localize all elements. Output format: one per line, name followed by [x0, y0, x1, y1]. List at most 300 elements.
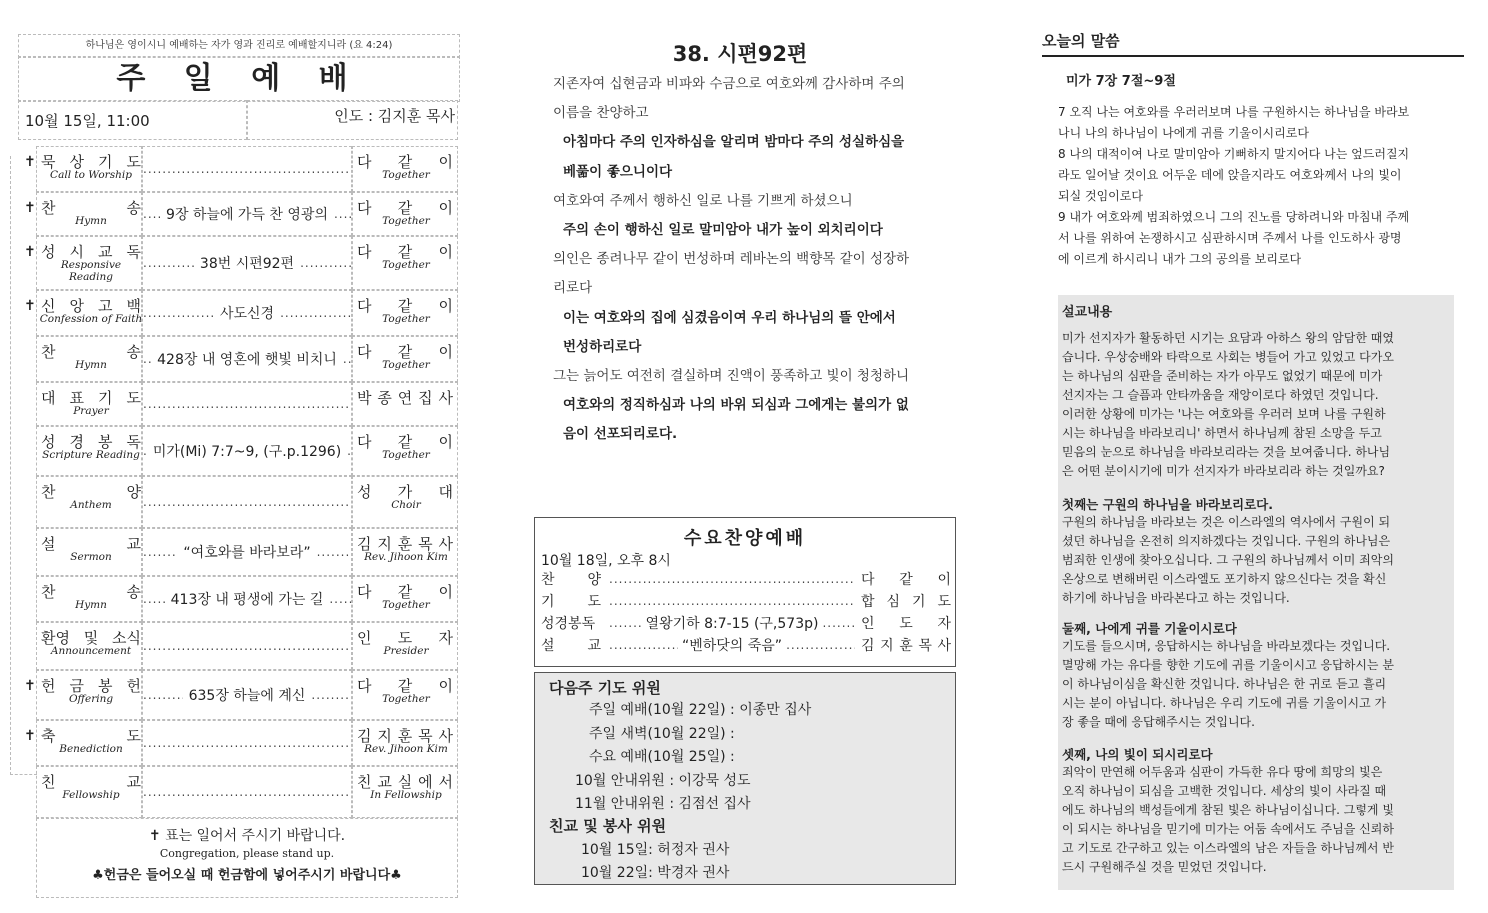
- sermon-line: 믿음의 눈으로 하나님을 바라보리라는 것을 보여줍니다. 하나님: [1062, 445, 1391, 459]
- item-name-char: 헌: [126, 677, 141, 695]
- leader-dots: [822, 616, 855, 630]
- wednesday-item-name: [541, 569, 609, 589]
- item-detail: [143, 193, 351, 235]
- wednesday-item-char: 교: [587, 638, 601, 654]
- item-leader-char: 에: [418, 773, 433, 791]
- order-row: [36, 766, 458, 818]
- fellowship-committee-item: 10월 15일: 허정자 권사: [581, 842, 730, 858]
- wednesday-item-leader-char: 이: [937, 572, 951, 588]
- item-name-char: 친: [41, 773, 56, 791]
- item-detail-text: 635장 하늘에 계신: [188, 688, 306, 704]
- sermon-line: 범죄한 인생에 찾아오십니다. 그 구원의 하나님께서 이미 죄악의: [1062, 553, 1394, 567]
- item-name-char: 성: [41, 433, 56, 451]
- wednesday-item-name: [541, 591, 609, 611]
- item-name-char: 양: [126, 483, 141, 501]
- item-detail-text: 미가(Mi) 7:7~9, (구.p.1296): [152, 444, 342, 460]
- item-leader-english: In Fellowship: [370, 789, 442, 801]
- item-detail: [143, 671, 351, 719]
- order-row: [24, 192, 458, 236]
- leader-dots: [143, 495, 351, 509]
- sermon-line: 습니다. 우상숭배와 타락으로 사회는 병들어 가고 있었고 다가오: [1062, 350, 1394, 364]
- item-leader-char: 가: [397, 483, 413, 501]
- item-detail-cell: [142, 336, 352, 382]
- leader-line: 여호와여 주께서 행하신 일로 나를 기쁘게 하셨으니: [553, 192, 853, 209]
- item-detail-text: 413장 내 평생에 가는 길: [170, 592, 324, 608]
- order-row: [24, 290, 458, 336]
- stand-cross-icon: ✝: [24, 678, 36, 694]
- wednesday-item-leader-char: 다: [861, 572, 875, 588]
- item-leader-char: 다: [357, 153, 372, 171]
- order-row: [24, 670, 458, 720]
- item-leader-char: 실: [397, 773, 413, 791]
- leader-dots: [280, 306, 351, 320]
- stand-cross-icon: ✝: [24, 200, 36, 216]
- order-row: [36, 476, 458, 528]
- item-name-char: 교: [126, 773, 141, 791]
- item-name-char: 봉: [98, 433, 113, 451]
- item-detail-cell: [142, 192, 352, 236]
- item-detail-cell: [142, 426, 352, 476]
- item-name-cell: [36, 426, 142, 476]
- item-leader-char: 지: [377, 727, 392, 745]
- wednesday-item-leader-char: 기: [911, 594, 926, 610]
- item-name-char: 기: [98, 389, 113, 407]
- leader-dots: [143, 256, 194, 270]
- leader-dots: [609, 638, 678, 652]
- sermon-line: 미가 선지자가 활동하던 시기는 요담과 아하스 왕의 암담한 때였: [1062, 331, 1394, 345]
- item-leader-char: 다: [357, 199, 372, 217]
- wednesday-row: [541, 568, 951, 590]
- wednesday-item-char: 설: [541, 638, 555, 654]
- item-leader-english: Choir: [391, 499, 421, 511]
- item-detail: [143, 623, 351, 669]
- item-leader: [357, 387, 453, 408]
- wednesday-item-leader-char: 도: [899, 616, 913, 632]
- congregation-line: 여호와의 정직하심과 나의 바위 되심과 그에게는 불의가 없: [563, 397, 909, 414]
- leader-dots: [329, 592, 351, 606]
- order-row: [24, 720, 458, 766]
- item-leader-cell: [352, 622, 458, 670]
- item-name-english: Anthem: [70, 499, 112, 511]
- leader-dots: [143, 306, 214, 320]
- item-leader-english: Presider: [383, 645, 429, 657]
- scripture-line: 서 나를 위하여 논쟁하시고 심판하시며 주께서 나를 인도하사 광명: [1058, 231, 1402, 245]
- item-name-char: 성: [41, 243, 56, 261]
- item-name-char: 도: [126, 727, 141, 745]
- item-name-char: 환영: [41, 629, 70, 647]
- leader-dots: [317, 545, 351, 559]
- item-leader-char: 집: [418, 389, 433, 407]
- sermon-line: 이 하나님이심을 확신한 것입니다. 하나님은 한 귀로 듣고 흘리: [1062, 677, 1387, 691]
- item-name-char: 경: [69, 433, 84, 451]
- heading-rule: [1042, 55, 1464, 57]
- item-leader-char: 친: [357, 773, 372, 791]
- item-leader-char: 다: [357, 297, 372, 315]
- stand-cross-icon: ✝: [24, 728, 36, 744]
- sermon-line: 장 좋을 때에 응답해주시는 것입니다.: [1062, 715, 1255, 729]
- item-leader-char: 같: [397, 199, 413, 217]
- wednesday-item-leader-char: 김: [861, 638, 875, 654]
- sermon-line: 오직 하나님이 되심을 고백한 것입니다. 세상의 빛이 사라질 때: [1062, 784, 1387, 798]
- item-name-char: 독: [126, 433, 141, 451]
- item-name-char: 찬: [41, 199, 56, 217]
- wednesday-row: [541, 590, 951, 612]
- item-leader-char: 연: [397, 389, 413, 407]
- item-name-char: 봉: [98, 677, 113, 695]
- item-detail: [143, 577, 351, 621]
- leader-dots: [609, 616, 642, 630]
- item-name-char: 축: [41, 727, 56, 745]
- item-detail-cell: [142, 720, 352, 766]
- sermon-point-1-text: [1062, 513, 1450, 608]
- wednesday-item-leader-char: 목: [918, 638, 932, 654]
- item-detail: [143, 767, 351, 817]
- scripture-reference: 미가 7장 7절~9절: [1066, 74, 1176, 89]
- item-detail: [143, 237, 351, 289]
- order-row: [36, 528, 458, 576]
- item-name-english: Call to Worship: [50, 169, 132, 181]
- item-name-char: 교: [126, 535, 141, 553]
- sermon-point-1: 첫째는 구원의 하나님을 바라보리로다.: [1062, 497, 1274, 512]
- wednesday-service-box: [534, 517, 956, 667]
- item-detail: [143, 477, 351, 527]
- item-name-english: Confession of Faith: [39, 313, 143, 325]
- leader-dots: [143, 162, 351, 176]
- item-name-char: 고: [98, 297, 113, 315]
- scripture-line: 8 나의 대적이여 나로 말미암아 기뻐하지 말지어다 나는 엎드러질지: [1058, 147, 1410, 161]
- sermon-line: 이 되시는 하나님을 믿기에 미가는 어둠 속에서도 주님을 신뢰하: [1062, 822, 1394, 836]
- item-name-char: 묵: [41, 153, 56, 171]
- item-leader-char: 같: [397, 583, 413, 601]
- item-detail: [143, 291, 351, 335]
- leader-dots: [143, 545, 177, 559]
- prayer-committee-item: 10월 안내위원 : 이강묵 성도: [575, 772, 751, 789]
- item-leader-char: 다: [357, 243, 372, 261]
- wednesday-service-title: 수요찬양예배: [683, 528, 807, 549]
- item-detail: [143, 427, 351, 475]
- sermon-line: 셨던 하나님을 온전히 의지하겠다는 것입니다. 구원의 하나님은: [1062, 534, 1391, 548]
- wednesday-item-detail: [609, 635, 855, 655]
- stand-cross-icon: ✝: [24, 298, 36, 314]
- item-leader-char: 김: [357, 535, 372, 553]
- item-leader-char: 종: [377, 389, 392, 407]
- item-leader-char: 이: [438, 677, 453, 695]
- item-leader-char: 목: [418, 535, 433, 553]
- scripture-line: 라도 일어날 것이요 어두운 데에 앉을지라도 여호와께서 나의 빛이: [1058, 168, 1402, 182]
- wednesday-item-detail-text: “벤하닷의 죽음”: [681, 638, 783, 654]
- item-name-english: Fellowship: [62, 789, 120, 801]
- item-name-cell: [36, 290, 142, 336]
- item-leader-char: 목: [418, 727, 433, 745]
- item-name-cell: [36, 670, 142, 720]
- item-leader-char: 이: [438, 243, 453, 261]
- item-detail: [143, 337, 351, 381]
- item-detail-cell: [142, 476, 352, 528]
- item-detail-cell: [142, 528, 352, 576]
- prayer-committee-item: 11월 안내위원 : 김점선 집사: [575, 796, 751, 812]
- item-leader-char: 이: [438, 433, 453, 451]
- item-detail-cell: [142, 576, 352, 622]
- leader-dots: [143, 785, 351, 799]
- wednesday-item-detail: [609, 613, 855, 633]
- sermon-box: [1058, 295, 1454, 890]
- order-row: [36, 336, 458, 382]
- item-name-cell: [36, 336, 142, 382]
- leader-dots: [143, 592, 165, 606]
- prayer-committee-item: 주일 예배(10월 22일) : 이종만 집사: [589, 702, 812, 718]
- item-leader-char: 사: [438, 389, 453, 407]
- item-leader-english: Together: [382, 313, 430, 325]
- item-detail-text: 사도신경: [219, 306, 275, 322]
- leader-dots: [143, 639, 351, 653]
- leader-dots: [300, 256, 351, 270]
- item-leader-char: 인: [357, 629, 372, 647]
- item-leader-char: 지: [377, 535, 392, 553]
- item-name-english: Scripture Reading: [42, 449, 140, 461]
- wednesday-item-leader-char: 합: [861, 594, 875, 610]
- item-leader-cell: [352, 766, 458, 818]
- service-leader: 인도 : 김지훈 목사: [247, 100, 458, 140]
- stand-cross-icon: ✝: [24, 244, 36, 260]
- sermon-point-2: 둘째, 나에게 귀를 기울이시로다: [1062, 621, 1237, 636]
- sermon-line: 선지자는 그 슬픔과 안타까움을 재앙이로다 하였던 것입니다.: [1062, 388, 1379, 402]
- scripture-line: 9 내가 여호와께 범죄하였으니 그의 진노를 당하려니와 마침내 주께: [1058, 210, 1410, 224]
- item-leader-cell: [352, 670, 458, 720]
- wednesday-item-leader-char: 인: [861, 616, 875, 632]
- wednesday-item-char: 찬: [541, 572, 555, 588]
- item-detail-cell: [142, 670, 352, 720]
- item-detail: [143, 529, 351, 575]
- item-leader-char: 성: [357, 483, 372, 501]
- wednesday-item-leader-char: 심: [886, 594, 901, 610]
- prayer-committee-box: [534, 672, 956, 885]
- leader-dots: [609, 594, 855, 608]
- scripture-line: 나니 나의 하나님이 나에게 귀를 기울이시리로다: [1058, 126, 1309, 140]
- item-leader-cell: [352, 290, 458, 336]
- item-leader-char: 대: [438, 483, 453, 501]
- service-date: 10월 15일, 11:00: [18, 100, 247, 140]
- item-leader-char: 이: [438, 297, 453, 315]
- wednesday-item-detail-text: 열왕기하 8:7-15 (구,573p): [645, 616, 819, 632]
- offering-note: ♣헌금은 들어오실 때 헌금함에 넣어주시기 바랍니다♣: [92, 868, 402, 883]
- item-leader-char: 같: [397, 433, 413, 451]
- sermon-line: 기도를 들으시며, 응답하시는 하나님을 바라보겠다는 것입니다.: [1062, 639, 1391, 653]
- order-row: [36, 426, 458, 476]
- item-name-char: 찬: [41, 583, 56, 601]
- leader-dots: [143, 736, 351, 750]
- sermon-line: 하기에 하나님을 바라본다고 하는 것입니다.: [1062, 591, 1290, 605]
- item-leader-english: Together: [382, 169, 430, 181]
- item-leader-cell: [352, 192, 458, 236]
- scripture-line: 7 오직 나는 여호와를 우러러보며 나를 구원하시는 하나님을 바라보: [1058, 105, 1410, 119]
- sermon-line: 은 어떤 분이시기에 미가 선지자가 바라보리라 하는 것일까요?: [1062, 464, 1385, 478]
- item-leader-char: 이: [438, 583, 453, 601]
- prayer-committee-title: 다음주 기도 위원: [549, 679, 661, 697]
- item-leader-cell: [352, 476, 458, 528]
- stand-note: ✝ 표는 일어서 주시기 바랍니다.: [148, 828, 346, 844]
- item-leader-char: 이: [438, 153, 453, 171]
- item-name-char: 기: [98, 153, 113, 171]
- item-name-char: 신: [41, 297, 56, 315]
- item-detail-text: 428장 내 영혼에 햇빛 비치니: [157, 352, 337, 368]
- leader-dots: [343, 352, 351, 366]
- item-detail-cell: [142, 382, 352, 426]
- item-leader-char: 같: [397, 297, 413, 315]
- leader-line: 의인은 종려나무 같이 번성하며 레바논의 백향목 같이 성장하: [553, 251, 910, 268]
- item-name-char: 도: [126, 153, 141, 171]
- item-leader-char: 박: [357, 389, 372, 407]
- wednesday-item-leader: [855, 613, 951, 633]
- item-leader-char: 이: [438, 343, 453, 361]
- item-leader-char: 훈: [397, 727, 413, 745]
- sermon-line: 온상으로 변해버린 이스라엘도 포기하지 않으신다는 것을 확신: [1062, 572, 1387, 586]
- item-leader-english: Together: [382, 599, 430, 611]
- wednesday-item-char: 양: [587, 572, 601, 588]
- item-leader-english: Together: [382, 693, 430, 705]
- item-detail-cell: [142, 236, 352, 290]
- leader-dots: [786, 638, 855, 652]
- prayer-committee-item: 수요 예배(10월 25일) :: [589, 749, 735, 765]
- bulletin-footer: [36, 818, 458, 898]
- sermon-line: 멸망해 가는 유다를 향한 기도에 귀를 기울이시고 응답하시는 분: [1062, 658, 1394, 672]
- item-leader-cell: [352, 426, 458, 476]
- item-leader-char: 자: [438, 629, 453, 647]
- item-leader-cell: [352, 528, 458, 576]
- congregation-line: 아침마다 주의 인자하심을 알리며 밤마다 주의 성실하심을: [563, 134, 905, 151]
- page-title: 주 일 예 배: [18, 56, 460, 102]
- fellowship-committee-item: 10월 22일: 박경자 권사: [581, 865, 730, 881]
- wednesday-item-leader: [855, 569, 951, 589]
- wednesday-item-leader: [855, 635, 951, 655]
- item-name-cell: [36, 622, 142, 670]
- item-name-char: 송: [126, 583, 141, 601]
- item-name-english: Prayer: [73, 405, 109, 417]
- wednesday-item-char: 도: [587, 594, 601, 610]
- wednesday-item-leader: [855, 591, 951, 611]
- item-name-char: 찬: [41, 343, 56, 361]
- item-leader-char: 다: [357, 583, 372, 601]
- wednesday-item-detail: [609, 572, 855, 586]
- item-leader-char: 다: [357, 343, 372, 361]
- wednesday-item-leader-char: 자: [937, 616, 951, 632]
- item-name-cell: [36, 576, 142, 622]
- scripture-text: [1058, 102, 1458, 270]
- item-name-english: Sermon: [70, 551, 112, 563]
- leader-dots: [143, 397, 351, 411]
- item-name-char: 찬: [41, 483, 56, 501]
- item-detail-text: “여호와를 바라보라”: [183, 545, 311, 561]
- item-name-english: Offering: [68, 693, 114, 705]
- prayer-committee-item: 주일 새벽(10월 22일) :: [589, 725, 735, 742]
- wednesday-service-date: 10월 18일, 오후 8시: [541, 553, 671, 569]
- sermon-line: 시는 분이 아닙니다. 하나님은 우리 기도에 귀를 기울이시고 가: [1062, 696, 1387, 710]
- item-leader-char: 김: [357, 727, 372, 745]
- leader-dots: [311, 688, 351, 702]
- item-name-char: 대: [41, 389, 56, 407]
- sermon-line: 는 하나님의 심판을 준비하는 자가 아무도 없었기 때문에 미가: [1062, 369, 1383, 383]
- item-name-char: 설: [41, 535, 56, 553]
- item-leader-char: 서: [438, 773, 453, 791]
- wednesday-row: [541, 612, 951, 634]
- item-detail-cell: [142, 146, 352, 192]
- item-name-char: 송: [126, 199, 141, 217]
- item-leader-cell: [352, 382, 458, 426]
- item-name-english: Hymn: [75, 359, 107, 371]
- item-name-char: 도: [126, 389, 141, 407]
- item-name-char: 앙: [69, 297, 84, 315]
- item-detail-text: 9장 하늘에 가득 찬 영광의: [166, 207, 328, 223]
- item-name-char: 백: [126, 297, 141, 315]
- item-leader-char: 사: [438, 535, 453, 553]
- wednesday-item-leader-char: 도: [937, 594, 951, 610]
- wednesday-item-leader-char: 같: [899, 572, 913, 588]
- wednesday-item-char: 성경봉독: [541, 616, 596, 632]
- wednesday-item-leader-char: 사: [937, 638, 951, 654]
- congregation-line: 음이 선포되리로다.: [563, 426, 678, 443]
- item-name-cell: [36, 382, 142, 426]
- item-leader-char: 도: [397, 629, 413, 647]
- item-leader-english: Together: [382, 359, 430, 371]
- wednesday-item-name: [541, 635, 609, 655]
- item-leader-cell: [352, 576, 458, 622]
- item-name-char: 독: [126, 243, 141, 261]
- item-name-char: 시: [69, 243, 84, 261]
- item-name-cell: [36, 236, 142, 290]
- item-leader-char: 사: [438, 727, 453, 745]
- congregation-line: 번성하리로다: [563, 338, 642, 355]
- item-detail: [143, 147, 351, 191]
- responsive-reading-title: 38. 시편92편: [672, 42, 808, 66]
- item-leader-english: Rev. Jihoon Kim: [364, 551, 448, 563]
- wednesday-item-name: [541, 613, 609, 633]
- item-name-cell: [36, 192, 142, 236]
- item-name-english: Hymn: [75, 599, 107, 611]
- sermon-line: 드시 구원해주실 것을 믿었던 것입니다.: [1062, 860, 1267, 874]
- sermon-intro: [1062, 329, 1450, 481]
- header-verse: 하나님은 영이시니 예배하는 자가 영과 진리로 예배할지니라 (요 4:24): [18, 34, 460, 58]
- leader-dots: [347, 444, 351, 458]
- congregation-line: 이는 여호와의 집에 심겼음이여 우리 하나님의 뜰 안에서: [563, 309, 896, 326]
- item-leader-char: 훈: [397, 535, 413, 553]
- item-detail-cell: [142, 766, 352, 818]
- item-name-cell: [36, 766, 142, 818]
- item-leader-char: 같: [397, 243, 413, 261]
- sermon-point-3: 셋째, 나의 빛이 되시리로다: [1062, 747, 1213, 762]
- leader-line: 그는 늙어도 여전히 결실하며 진액이 풍족하고 빛이 청청하니: [553, 368, 910, 384]
- item-leader-cell: [352, 236, 458, 290]
- leader-line: 지존자여 십현금과 비파와 수금으로 여호와께 감사하며 주의: [553, 76, 905, 92]
- sermon-line: 이러한 상황에 미가는 '나는 여호와를 우러러 보며 나를 구원하: [1062, 407, 1386, 421]
- item-name-char: 금: [69, 677, 84, 695]
- sermon-point-2-text: [1062, 637, 1450, 732]
- item-name-english: Hymn: [75, 215, 107, 227]
- sermon-line: 구원의 하나님을 바라보는 것은 이스라엘의 역사에서 구원이 되: [1062, 515, 1391, 529]
- item-name-char: 표: [69, 389, 84, 407]
- wednesday-item-leader-char: 훈: [899, 638, 913, 654]
- sermon-line: 고 기도로 간구하고 있는 이스라엘의 남은 자들을 하나님께서 반: [1062, 841, 1394, 855]
- item-leader-char: 같: [397, 677, 413, 695]
- item-leader-char: 같: [397, 153, 413, 171]
- item-leader-cell: [352, 146, 458, 192]
- item-detail-cell: [142, 622, 352, 670]
- item-name-english: Benediction: [59, 743, 123, 755]
- fellowship-committee-title: 친교 및 봉사 위원: [549, 817, 667, 835]
- leader-dots: [609, 572, 855, 586]
- order-row: [36, 622, 458, 670]
- congregation-line: 주의 손이 행하신 일로 말미암아 내가 높이 외치리이다: [563, 222, 883, 238]
- item-detail: [143, 383, 351, 425]
- leader-dots: [143, 688, 183, 702]
